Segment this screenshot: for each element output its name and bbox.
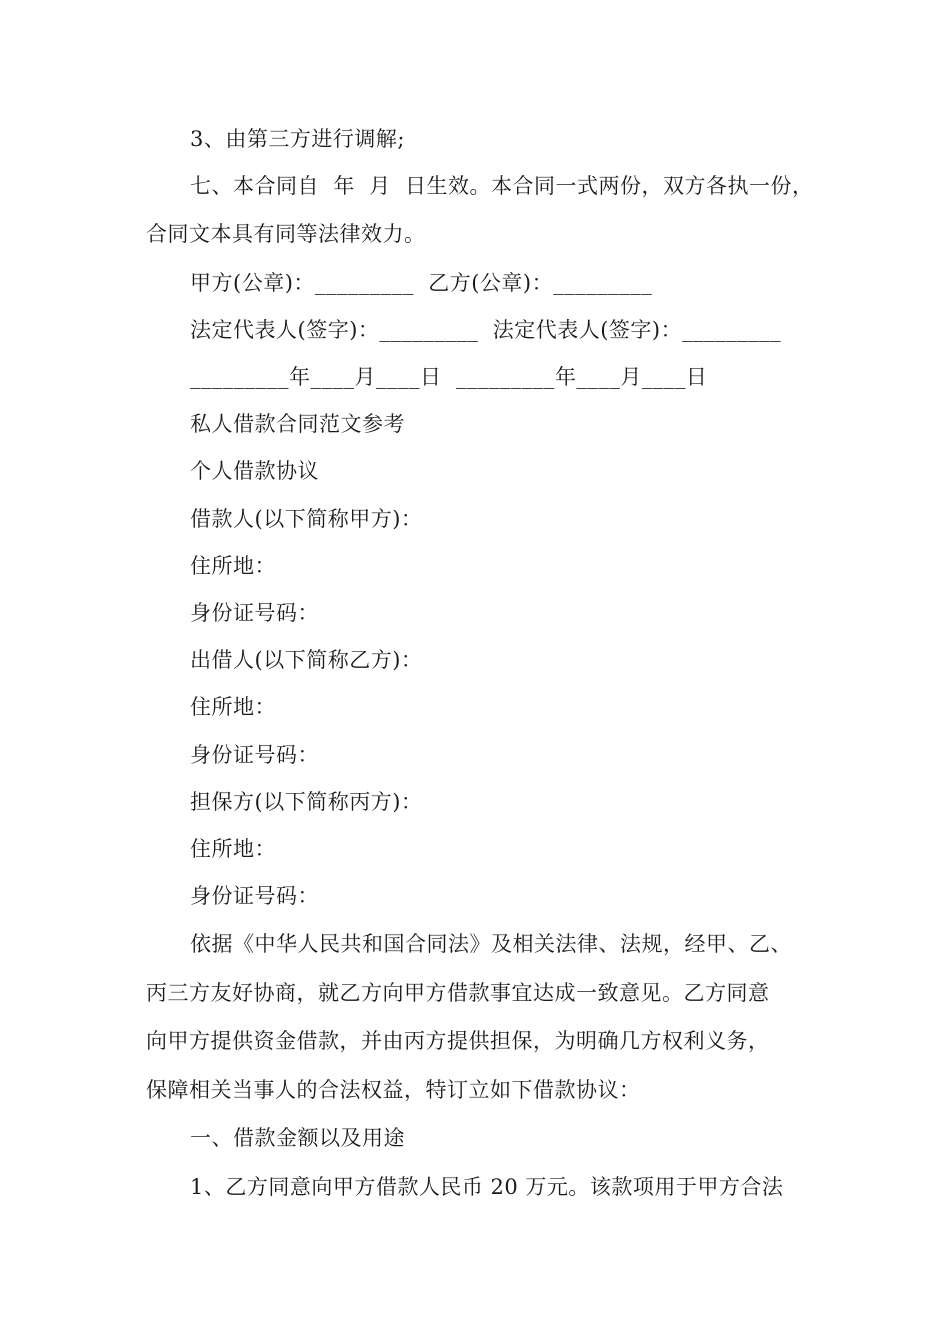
- lender-label: 出借人(以下简称乙方)：: [190, 648, 423, 672]
- signature-seal-line: 甲方(公章)：_________ 乙方(公章)：_________: [190, 271, 653, 295]
- borrower-address: 住所地：: [190, 554, 276, 578]
- preamble-line-3: 向甲方提供资金借款，并由丙方提供担保，为明确几方权利义务，: [146, 1029, 770, 1053]
- section-heading-reference: 私人借款合同范文参考: [190, 412, 405, 436]
- lender-address: 住所地：: [190, 695, 276, 719]
- clause-seven-effective: 七、本合同自 年 月 日生效。本合同一式两份，双方各执一份，: [190, 174, 814, 198]
- agreement-title: 个人借款协议: [190, 459, 319, 483]
- signature-representative-line: 法定代表人(签字)：_________ 法定代表人(签字)：_________: [190, 318, 782, 342]
- preamble-line-2: 丙三方友好协商，就乙方向甲方借款事宜达成一致意见。乙方同意: [146, 981, 770, 1005]
- lender-id-number: 身份证号码：: [190, 743, 319, 767]
- clause-mediation-third-party: 3、由第三方进行调解;: [190, 127, 405, 151]
- clause-seven-continuation: 合同文本具有同等法律效力。: [146, 222, 426, 246]
- signature-date-line: _________年____月____日 _________年____月____日: [190, 365, 708, 389]
- borrower-id-number: 身份证号码：: [190, 601, 319, 625]
- guarantor-id-number: 身份证号码：: [190, 884, 319, 908]
- preamble-line-4: 保障相关当事人的合法权益，特订立如下借款协议：: [146, 1078, 641, 1102]
- section-one-clause-1: 1、乙方同意向甲方借款人民币 20 万元。该款项用于甲方合法: [190, 1175, 784, 1199]
- guarantor-label: 担保方(以下简称丙方)：: [190, 790, 423, 814]
- borrower-label: 借款人(以下简称甲方)：: [190, 507, 423, 531]
- guarantor-address: 住所地：: [190, 837, 276, 861]
- section-one-heading: 一、借款金额以及用途: [190, 1126, 405, 1150]
- preamble-line-1: 依据《中华人民共和国合同法》及相关法律、法规，经甲、乙、: [190, 932, 792, 956]
